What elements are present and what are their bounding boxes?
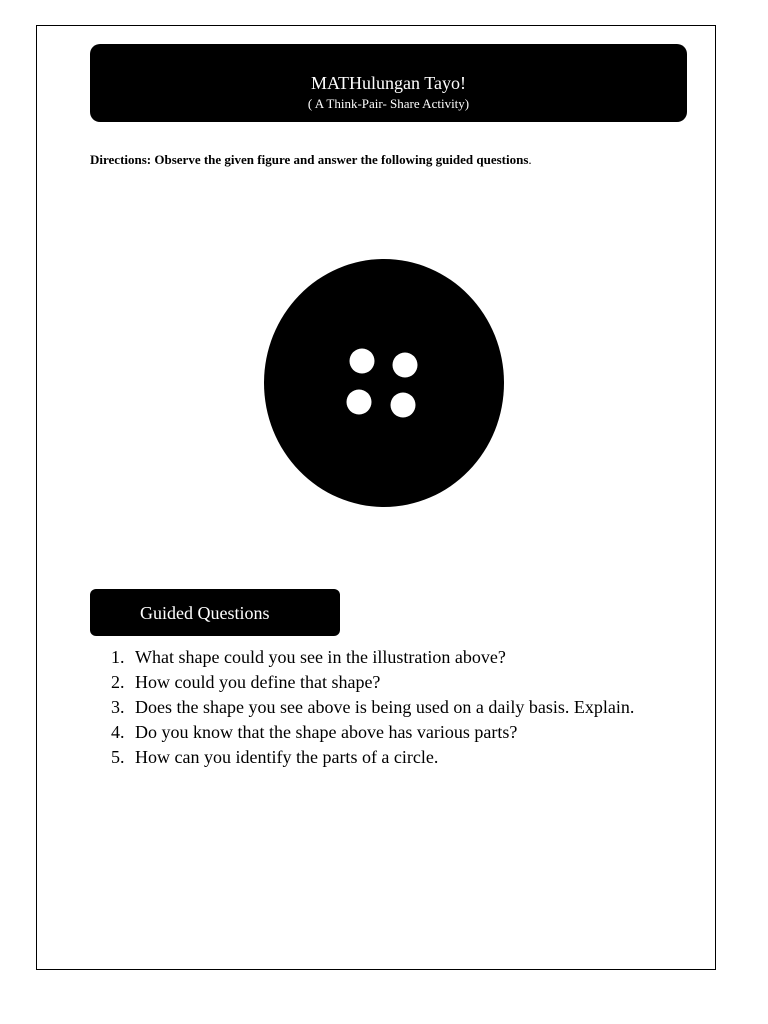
question-text: How can you identify the parts of a circle. — [135, 747, 439, 767]
button-hole — [391, 393, 416, 418]
question-text: Does the shape you see above is being used on a daily basis. Explain. — [135, 697, 635, 717]
directions-label: Directions: Observe the given figure and answer the following guided questions — [90, 152, 529, 167]
question-item — [100, 745, 660, 770]
guided-questions-list — [100, 645, 660, 770]
button-hole — [393, 353, 418, 378]
question-number: 1. — [111, 647, 125, 667]
question-item — [100, 670, 660, 695]
button-hole — [350, 349, 375, 374]
question-number: 3. — [111, 697, 125, 717]
activity-subtitle: ( A Think-Pair- Share Activity) — [307, 96, 470, 111]
question-text: How could you define that shape? — [135, 672, 381, 692]
directions-period: . — [528, 152, 532, 167]
question-number: 2. — [111, 672, 125, 692]
activity-title: MATHulungan Tayo! — [311, 73, 466, 93]
question-text: What shape could you see in the illustration above? — [135, 647, 506, 667]
question-item — [100, 695, 660, 720]
button-body — [264, 259, 504, 507]
question-number: 4. — [111, 722, 125, 742]
question-text: Do you know that the shape above has various parts? — [135, 722, 518, 742]
question-item — [100, 720, 660, 745]
guided-questions-title: Guided Questions — [140, 603, 270, 623]
question-number: 5. — [111, 747, 125, 767]
question-item — [100, 645, 660, 670]
button-circle-icon — [264, 259, 504, 507]
button-hole — [347, 390, 372, 415]
guided-questions-heading — [90, 589, 340, 636]
header-banner — [90, 44, 687, 122]
directions-text — [90, 152, 532, 168]
